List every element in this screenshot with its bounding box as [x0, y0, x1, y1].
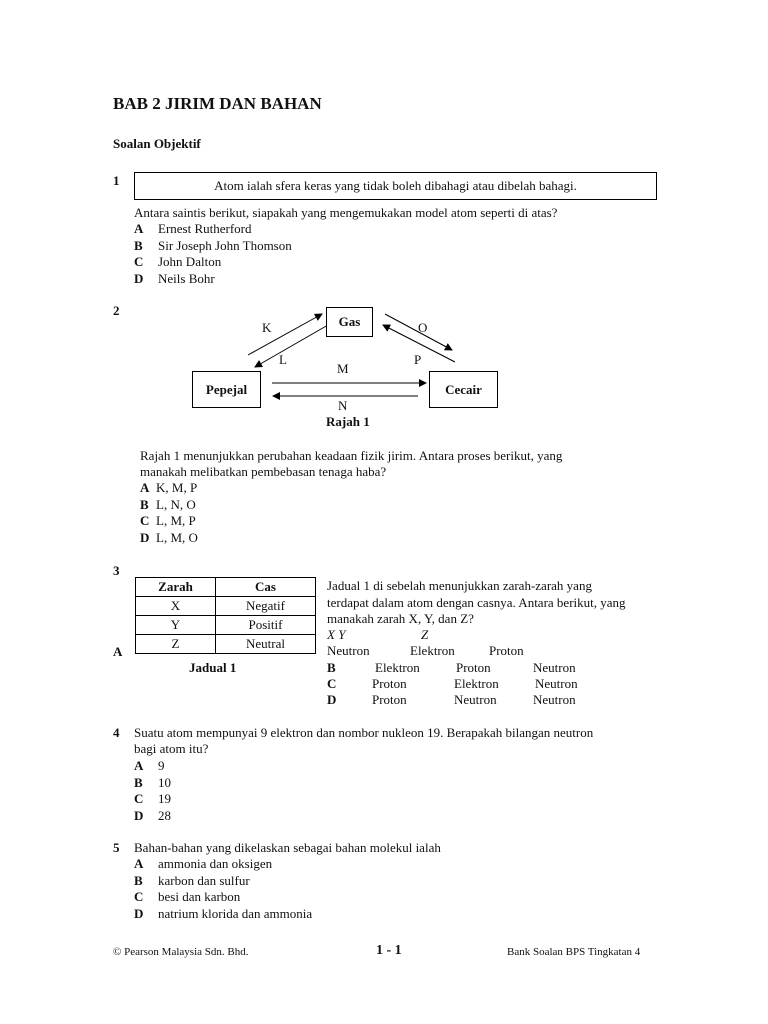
option-item[interactable]: [134, 758, 171, 775]
page-title: BAB 2 JIRIM DAN BAHAN: [113, 94, 322, 113]
option-text: K, M, P: [156, 480, 198, 495]
option-z: Neutron: [533, 692, 576, 707]
footer-book-title: Bank Soalan BPS Tingkatan 4: [507, 946, 641, 958]
q4-options: [134, 758, 171, 824]
option-letter: C: [140, 513, 150, 528]
option-item[interactable]: [134, 889, 312, 906]
table-row: [136, 635, 316, 654]
option-z: Neutron: [535, 676, 578, 691]
table-caption: Jadual 1: [189, 660, 237, 675]
option-text: 10: [158, 774, 171, 790]
option-item[interactable]: [327, 692, 576, 709]
question-number-3: 3: [113, 563, 120, 578]
option-y: Elektron: [454, 676, 499, 691]
option-item[interactable]: [134, 238, 292, 255]
table-cell: Z: [136, 635, 216, 654]
option-item[interactable]: [134, 775, 171, 792]
q3-text-line3: manakah zarah X, Y, dan Z?: [327, 611, 474, 626]
question-number-5: 5: [113, 840, 120, 855]
q5-options: [134, 856, 312, 922]
label-p: P: [414, 352, 422, 367]
table-header-row: [136, 578, 316, 597]
option-y: Neutron: [454, 692, 497, 707]
option-letter: D: [134, 905, 144, 921]
label-n: N: [338, 398, 348, 413]
option-z: Proton: [489, 643, 524, 658]
q4-question-line2: bagi atom itu?: [134, 741, 209, 756]
option-text: 19: [158, 791, 171, 806]
option-letter: C: [134, 791, 144, 806]
option-y: Elektron: [410, 643, 455, 658]
footer-copyright: © Pearson Malaysia Sdn. Bhd.: [113, 946, 249, 958]
option-item[interactable]: [327, 660, 576, 677]
option-item[interactable]: [134, 271, 292, 288]
option-item[interactable]: [134, 808, 171, 825]
option-item[interactable]: [327, 676, 578, 693]
q3-text-line2: terdapat dalam atom dengan casnya. Antara berikut, yang: [327, 595, 626, 610]
option-item[interactable]: [134, 254, 292, 271]
q1-options: [134, 221, 292, 287]
q3-option-a-values[interactable]: [327, 643, 524, 660]
q2-options: [140, 480, 198, 546]
option-x: Elektron: [375, 660, 420, 675]
option-text: 28: [158, 807, 171, 823]
option-letter: D: [327, 692, 337, 707]
option-item[interactable]: [134, 906, 312, 923]
question-number-4: 4: [113, 725, 120, 740]
option-letter: B: [134, 774, 143, 790]
option-letter: D: [140, 529, 150, 545]
section-heading: Soalan Objektif: [113, 136, 201, 151]
option-text: L, M, O: [156, 529, 198, 545]
option-item[interactable]: [134, 873, 312, 890]
q5-question: Bahan-bahan yang dikelaskan sebagai bahan molekul ialah: [134, 840, 441, 855]
option-letter: A: [134, 221, 144, 236]
option-item[interactable]: [134, 856, 312, 873]
option-text: Neils Bohr: [158, 270, 215, 286]
label-m: M: [337, 361, 349, 376]
label-o: O: [418, 320, 428, 335]
option-text: natrium klorida dan ammonia: [158, 905, 313, 921]
q3-option-a-letter: A: [113, 644, 123, 659]
q1-question: Antara saintis berikut, siapakah yang mengemukakan model atom seperti di atas?: [134, 205, 558, 220]
option-text: John Dalton: [158, 254, 222, 269]
q3-text-line1: Jadual 1 di sebelah menunjukkan zarah-zarah yang: [327, 578, 592, 593]
particle-table: [135, 577, 316, 654]
table-header: Zarah: [136, 578, 216, 597]
node-gas: Gas: [326, 307, 373, 337]
table-cell: Y: [136, 616, 216, 635]
q2-question-line2: manakah melibatkan pembebasan tenaga haba?: [140, 464, 387, 479]
option-x: Proton: [372, 676, 407, 691]
option-y: Proton: [456, 660, 491, 675]
q1-statement-box: [134, 172, 657, 200]
table-cell: Positif: [216, 616, 316, 635]
table-cell: Neutral: [216, 635, 316, 654]
table-cell: X: [136, 597, 216, 616]
node-solid: Pepejal: [192, 371, 261, 408]
option-letter: C: [134, 889, 144, 904]
option-text: L, M, P: [156, 513, 196, 528]
table-header: Cas: [216, 578, 316, 597]
option-letter: B: [327, 660, 336, 675]
option-item[interactable]: [134, 221, 292, 238]
node-liquid: Cecair: [429, 371, 498, 408]
table-row: [136, 616, 316, 635]
option-letter: D: [134, 270, 144, 286]
label-k: K: [262, 320, 272, 335]
q4-question-line1: Suatu atom mempunyai 9 elektron dan nombor nukleon 19. Berapakah bilangan neutron: [134, 725, 594, 740]
option-text: Sir Joseph John Thomson: [158, 237, 292, 253]
q1-statement: Atom ialah sfera keras yang tidak boleh dibahagi atau dibelah bahagi.: [214, 178, 577, 193]
option-z: Neutron: [533, 660, 576, 675]
option-item[interactable]: [134, 791, 171, 808]
q3-col-header-xy: X Y: [327, 627, 346, 642]
table-cell: Negatif: [216, 597, 316, 616]
option-letter: D: [134, 807, 144, 823]
diagram-caption: Rajah 1: [326, 414, 370, 429]
option-item[interactable]: [140, 513, 198, 530]
table-row: [136, 597, 316, 616]
option-letter: B: [134, 872, 143, 888]
option-letter: A: [134, 758, 144, 773]
label-l: L: [279, 352, 287, 367]
option-item[interactable]: [140, 530, 198, 547]
option-text: Ernest Rutherford: [158, 221, 252, 236]
option-item[interactable]: [140, 497, 198, 514]
question-number-1: 1: [113, 173, 120, 188]
q3-col-header-z: Z: [421, 627, 429, 642]
option-letter: A: [140, 480, 150, 495]
option-x: Proton: [372, 692, 407, 707]
option-letter: B: [140, 496, 149, 512]
q2-question-line1: Rajah 1 menunjukkan perubahan keadaan fizik jirim. Antara proses berikut, yang: [140, 448, 563, 463]
option-x: Neutron: [327, 643, 370, 658]
option-letter: B: [134, 237, 143, 253]
option-text: karbon dan sulfur: [158, 872, 250, 888]
option-letter: C: [134, 254, 144, 269]
option-text: ammonia dan oksigen: [158, 856, 273, 871]
option-letter: C: [327, 676, 337, 691]
page-number: 1 - 1: [376, 943, 402, 958]
option-letter: A: [134, 856, 144, 871]
option-text: besi dan karbon: [158, 889, 241, 904]
option-text: 9: [158, 758, 165, 773]
option-item[interactable]: [140, 480, 198, 497]
option-text: L, N, O: [156, 496, 196, 512]
question-number-2: 2: [113, 303, 120, 318]
